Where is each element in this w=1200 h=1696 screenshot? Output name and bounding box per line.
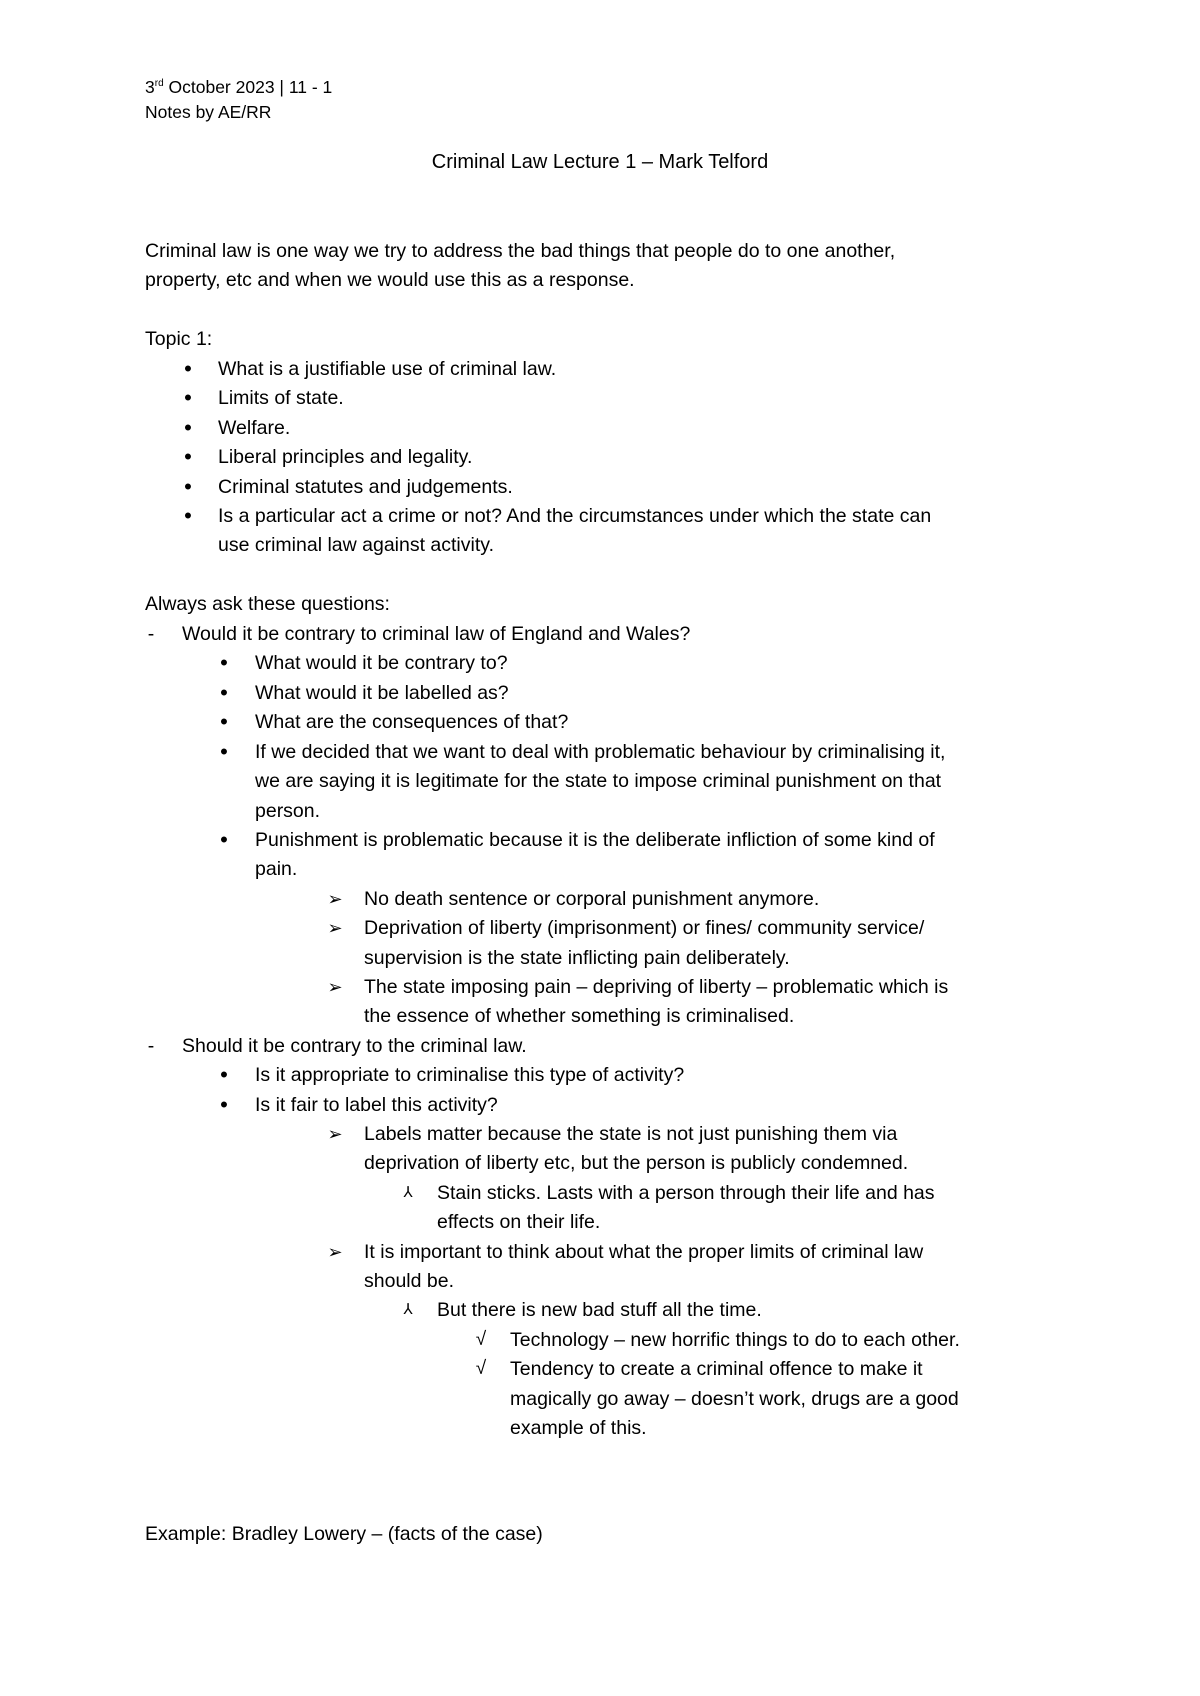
tri-bullet-icon: ⅄ <box>403 1301 413 1318</box>
notes-by: Notes by AE/RR <box>145 102 272 122</box>
arrow-bullet-icon: ➢ <box>327 918 343 938</box>
dash-icon: - <box>147 623 155 645</box>
question-2: Should it be contrary to the criminal law. <box>182 1035 527 1057</box>
bullet-icon: • <box>184 444 192 469</box>
bullet-icon: • <box>220 650 228 675</box>
q2-sub-item-cont: effects on their life. <box>437 1211 601 1233</box>
check-item: Technology – new horrific things to do to each other. <box>510 1329 960 1351</box>
page-title: Criminal Law Lecture 1 – Mark Telford <box>431 151 769 173</box>
check-item-cont: magically go away – doesn’t work, drugs are a good <box>510 1388 959 1410</box>
topic-heading: Topic 1: <box>145 328 213 350</box>
q2-sub-item: Stain sticks. Lasts with a person through their life and has <box>437 1182 935 1204</box>
question-1: Would it be contrary to criminal law of England and Wales? <box>182 623 691 645</box>
bullet-icon: • <box>220 827 228 852</box>
arrow-bullet-icon: ➢ <box>327 1242 343 1262</box>
tri-bullet-icon: ⅄ <box>403 1184 413 1201</box>
topic-item-cont: use criminal law against activity. <box>218 534 494 556</box>
q1-bullet: What would it be labelled as? <box>255 682 509 704</box>
bullet-icon: • <box>184 415 192 440</box>
q1-bullet: What would it be contrary to? <box>255 652 508 674</box>
q1-arrow-item-cont: supervision is the state inflicting pain deliberately. <box>364 947 790 969</box>
bullet-icon: • <box>184 356 192 381</box>
q1-bullet: What are the consequences of that? <box>255 711 569 733</box>
bullet-icon: • <box>220 739 228 764</box>
check-item: Tendency to create a criminal offence to make it <box>510 1358 923 1380</box>
date-day: 3 <box>145 77 155 97</box>
topic-item: What is a justifiable use of criminal law. <box>218 358 557 380</box>
topic-item: Liberal principles and legality. <box>218 446 473 468</box>
q2-sub-item: But there is new bad stuff all the time. <box>437 1299 762 1321</box>
dash-icon: - <box>147 1035 155 1057</box>
date-line <box>145 73 332 98</box>
check-icon: √ <box>475 1329 487 1350</box>
intro-line-1: Criminal law is one way we try to address the bad things that people do to one another, <box>145 240 896 262</box>
q2-bullet: Is it fair to label this activity? <box>255 1094 498 1116</box>
bullet-icon: • <box>220 1092 228 1117</box>
q1-bullet: Punishment is problematic because it is the deliberate infliction of some kind of <box>255 829 935 851</box>
q1-arrow-item: No death sentence or corporal punishment anymore. <box>364 888 820 910</box>
example-line: Example: Bradley Lowery – (facts of the case) <box>145 1523 543 1545</box>
check-icon: √ <box>475 1358 487 1379</box>
q2-arrow-item-cont: deprivation of liberty etc, but the person is publicly condemned. <box>364 1152 909 1174</box>
bullet-icon: • <box>220 709 228 734</box>
q1-arrow-item-cont: the essence of whether something is criminalised. <box>364 1005 795 1027</box>
q1-bullet-cont: person. <box>255 800 321 822</box>
bullet-icon: • <box>220 680 228 705</box>
q2-bullet: Is it appropriate to criminalise this type of activity? <box>255 1064 685 1086</box>
bullet-icon: • <box>184 474 192 499</box>
topic-item: Criminal statutes and judgements. <box>218 476 513 498</box>
date-ordinal: rd <box>154 78 164 89</box>
bullet-icon: • <box>184 385 192 410</box>
q1-arrow-item: The state imposing pain – depriving of liberty – problematic which is <box>364 976 949 998</box>
arrow-bullet-icon: ➢ <box>327 977 343 997</box>
q2-arrow-item-cont: should be. <box>364 1270 454 1292</box>
q2-arrow-item: It is important to think about what the proper limits of criminal law <box>364 1241 924 1263</box>
q1-bullet-cont: we are saying it is legitimate for the state to impose criminal punishment on that <box>255 770 942 792</box>
topic-item: Is a particular act a crime or not? And the circumstances under which the state can <box>218 505 932 527</box>
arrow-bullet-icon: ➢ <box>327 889 343 909</box>
bullet-icon: • <box>184 503 192 528</box>
topic-item: Limits of state. <box>218 387 344 409</box>
q2-arrow-item: Labels matter because the state is not just punishing them via <box>364 1123 898 1145</box>
q1-bullet: If we decided that we want to deal with problematic behaviour by criminalising it, <box>255 741 946 763</box>
bullet-icon: • <box>220 1062 228 1087</box>
date-rest: October 2023 | 11 - 1 <box>163 77 333 97</box>
check-item-cont: example of this. <box>510 1417 647 1439</box>
questions-heading: Always ask these questions: <box>145 593 390 615</box>
intro-line-2: property, etc and when we would use this as a response. <box>145 269 635 291</box>
topic-item: Welfare. <box>218 417 291 439</box>
arrow-bullet-icon: ➢ <box>327 1124 343 1144</box>
q1-arrow-item: Deprivation of liberty (imprisonment) or fines/ community service/ <box>364 917 925 939</box>
q1-bullet-cont: pain. <box>255 858 298 880</box>
